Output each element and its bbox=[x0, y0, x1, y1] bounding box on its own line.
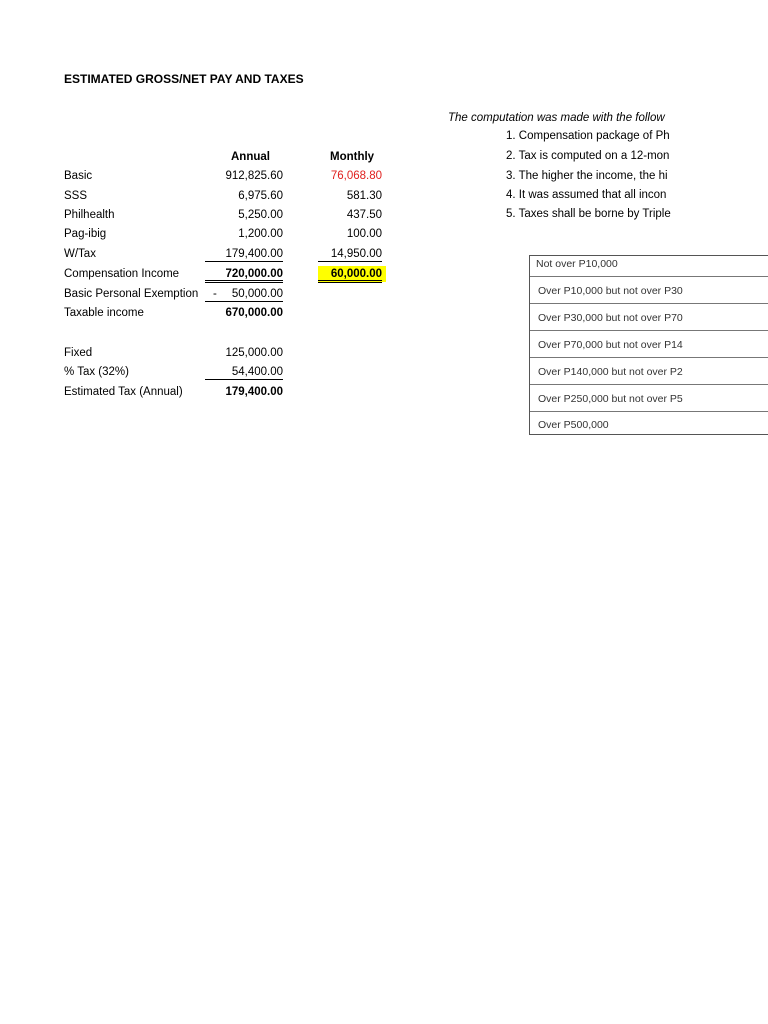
pct-tax-label: % Tax (32%) bbox=[64, 366, 129, 378]
note-item: 1. Compensation package of Ph bbox=[506, 130, 670, 142]
note-item: 2. Tax is computed on a 12-mon bbox=[506, 150, 670, 162]
sss-label: SSS bbox=[64, 190, 88, 202]
tax-bracket-row: Not over P10,000 bbox=[536, 258, 618, 270]
exemption-sign: - bbox=[213, 288, 217, 300]
note-item: 4. It was assumed that all incon bbox=[506, 189, 667, 201]
taxable-annual: 670,000.00 bbox=[225, 307, 283, 319]
sss-monthly: 581.30 bbox=[346, 190, 382, 202]
tax-bracket-row: Over P10,000 but not over P30 bbox=[530, 276, 768, 303]
exemption-label: Basic Personal Exemption bbox=[64, 288, 199, 300]
comp-income-annual: 720,000.00 bbox=[205, 268, 283, 283]
tax-bracket-row: Over P500,000 bbox=[530, 411, 768, 433]
wtax-monthly: 14,950.00 bbox=[318, 248, 382, 262]
tax-bracket-row: Over P250,000 but not over P5 bbox=[530, 384, 768, 411]
pct-tax-annual: 54,400.00 bbox=[205, 366, 283, 380]
taxable-label: Taxable income bbox=[64, 307, 144, 319]
tax-bracket-row: Over P70,000 but not over P14 bbox=[530, 330, 768, 357]
basic-annual: 912,825.60 bbox=[225, 170, 283, 182]
est-tax-label: Estimated Tax (Annual) bbox=[64, 386, 183, 398]
sss-annual: 6,975.60 bbox=[238, 190, 283, 202]
annual-header: Annual bbox=[231, 151, 270, 163]
comp-income-monthly: 60,000.00 bbox=[318, 268, 382, 283]
exemption-annual: 50,000.00 bbox=[205, 288, 283, 302]
note-item: 3. The higher the income, the hi bbox=[506, 170, 668, 182]
comp-income-label: Compensation Income bbox=[64, 268, 180, 280]
philhealth-annual: 5,250.00 bbox=[238, 209, 283, 221]
fixed-label: Fixed bbox=[64, 347, 93, 359]
notes-intro: The computation was made with the follow bbox=[448, 112, 665, 124]
page-title: ESTIMATED GROSS/NET PAY AND TAXES bbox=[64, 72, 304, 86]
pagibig-monthly: 100.00 bbox=[346, 228, 382, 240]
pagibig-annual: 1,200.00 bbox=[238, 228, 283, 240]
pagibig-label: Pag-ibig bbox=[64, 228, 107, 240]
basic-label: Basic bbox=[64, 170, 93, 182]
monthly-header: Monthly bbox=[330, 151, 375, 163]
fixed-annual: 125,000.00 bbox=[225, 347, 283, 359]
basic-monthly: 76,068.80 bbox=[330, 170, 382, 182]
tax-bracket-row: Over P140,000 but not over P2 bbox=[530, 357, 768, 384]
philhealth-monthly: 437.50 bbox=[346, 209, 382, 221]
philhealth-label: Philhealth bbox=[64, 209, 115, 221]
est-tax-annual: 179,400.00 bbox=[225, 386, 283, 398]
wtax-label: W/Tax bbox=[64, 248, 96, 260]
wtax-annual: 179,400.00 bbox=[205, 248, 283, 262]
note-item: 5. Taxes shall be borne by Triple bbox=[506, 208, 671, 220]
tax-bracket-row: Over P30,000 but not over P70 bbox=[530, 303, 768, 330]
